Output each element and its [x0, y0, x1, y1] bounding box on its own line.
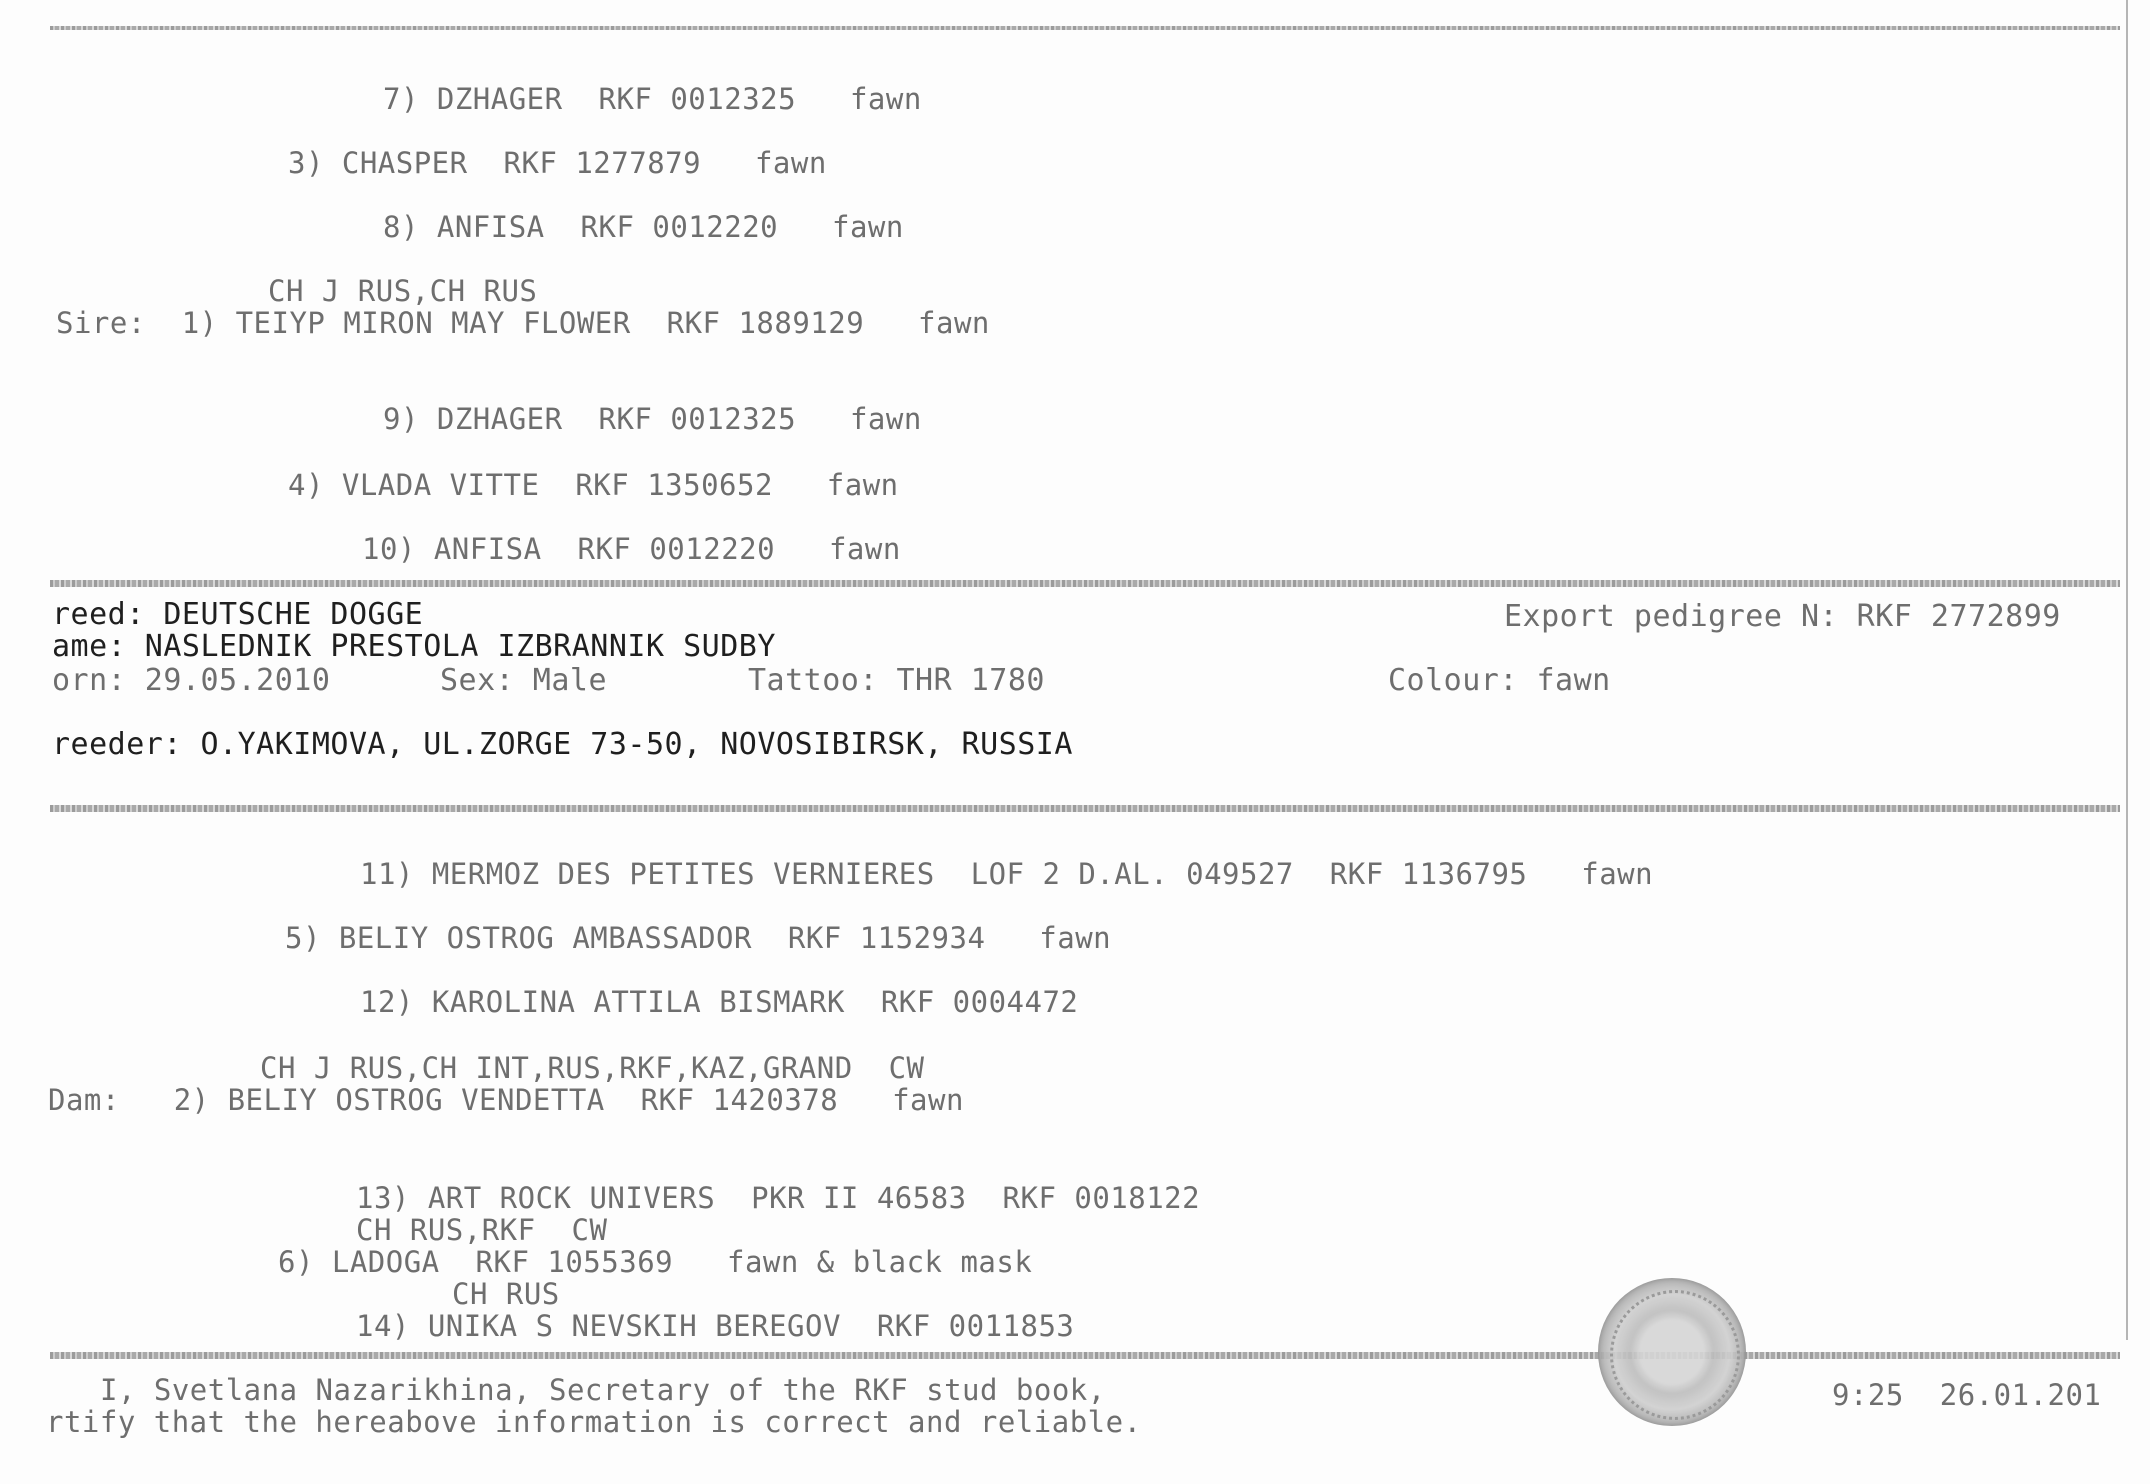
- parent-6: 6) LADOGA RKF 1055369 fawn & black mask: [278, 1245, 1033, 1279]
- colour-field: Colour: fawn: [1388, 663, 1611, 698]
- grandparent-13: 13) ART ROCK UNIVERS PKR II 46583 RKF 0018122: [356, 1181, 1201, 1215]
- breed-field: reed: DEUTSCHE DOGGE: [52, 597, 424, 632]
- export-pedigree-number: Export pedigree N: RKF 2772899: [1504, 599, 2061, 634]
- tattoo-field: Tattoo: THR 1780: [748, 663, 1045, 698]
- grandparent-11: 11) MERMOZ DES PETITES VERNIERES LOF 2 D.AL. 049527 RKF 1136795 fawn: [360, 857, 1654, 891]
- dog-name-field: ame: NASLEDNIK PRESTOLA IZBRANNIK SUDBY: [52, 629, 776, 664]
- certification-line-1: I, Svetlana Nazarikhina, Secretary of the RKF stud book,: [100, 1373, 1106, 1407]
- grandparent-7: 7) DZHAGER RKF 0012325 fawn: [383, 82, 922, 116]
- parent-6-titles: CH RUS,RKF CW: [356, 1213, 608, 1247]
- header-divider-top: [50, 580, 2120, 587]
- parent-4: 4) VLADA VITTE RKF 1350652 fawn: [288, 468, 899, 502]
- born-field: orn: 29.05.2010: [52, 663, 331, 698]
- breeder-field: reeder: O.YAKIMOVA, UL.ZORGE 73-50, NOVOSIBIRSK, RUSSIA: [52, 727, 1073, 762]
- top-divider: [50, 26, 2120, 30]
- page-edge: [2126, 0, 2128, 1340]
- sire-line: Sire: 1) TEIYP MIRON MAY FLOWER RKF 1889129 fawn: [56, 306, 990, 340]
- grandparent-14: 14) UNIKA S NEVSKIH BEREGOV RKF 0011853: [356, 1309, 1075, 1343]
- grandparent-14-titles: CH RUS: [452, 1277, 560, 1311]
- certification-line-2: rtify that the hereabove information is correct and reliable.: [46, 1405, 1142, 1439]
- seal-ring: [1610, 1290, 1740, 1420]
- footer-divider: [50, 1352, 2120, 1359]
- parent-3: 3) CHASPER RKF 1277879 fawn: [288, 146, 827, 180]
- header-divider-bottom: [50, 805, 2120, 812]
- grandparent-9: 9) DZHAGER RKF 0012325 fawn: [383, 402, 922, 436]
- sire-titles: CH J RUS,CH RUS: [268, 274, 538, 308]
- dam-line: Dam: 2) BELIY OSTROG VENDETTA RKF 1420378 fawn: [48, 1083, 964, 1117]
- print-timestamp: 9:25 26.01.201: [1832, 1378, 2102, 1412]
- sex-field: Sex: Male: [440, 663, 608, 698]
- grandparent-8: 8) ANFISA RKF 0012220 fawn: [383, 210, 904, 244]
- dam-titles: CH J RUS,CH INT,RUS,RKF,KAZ,GRAND CW: [260, 1051, 925, 1085]
- grandparent-10: 10) ANFISA RKF 0012220 fawn: [362, 532, 901, 566]
- parent-5: 5) BELIY OSTROG AMBASSADOR RKF 1152934 fawn: [285, 921, 1112, 955]
- grandparent-12: 12) KAROLINA ATTILA BISMARK RKF 0004472: [360, 985, 1079, 1019]
